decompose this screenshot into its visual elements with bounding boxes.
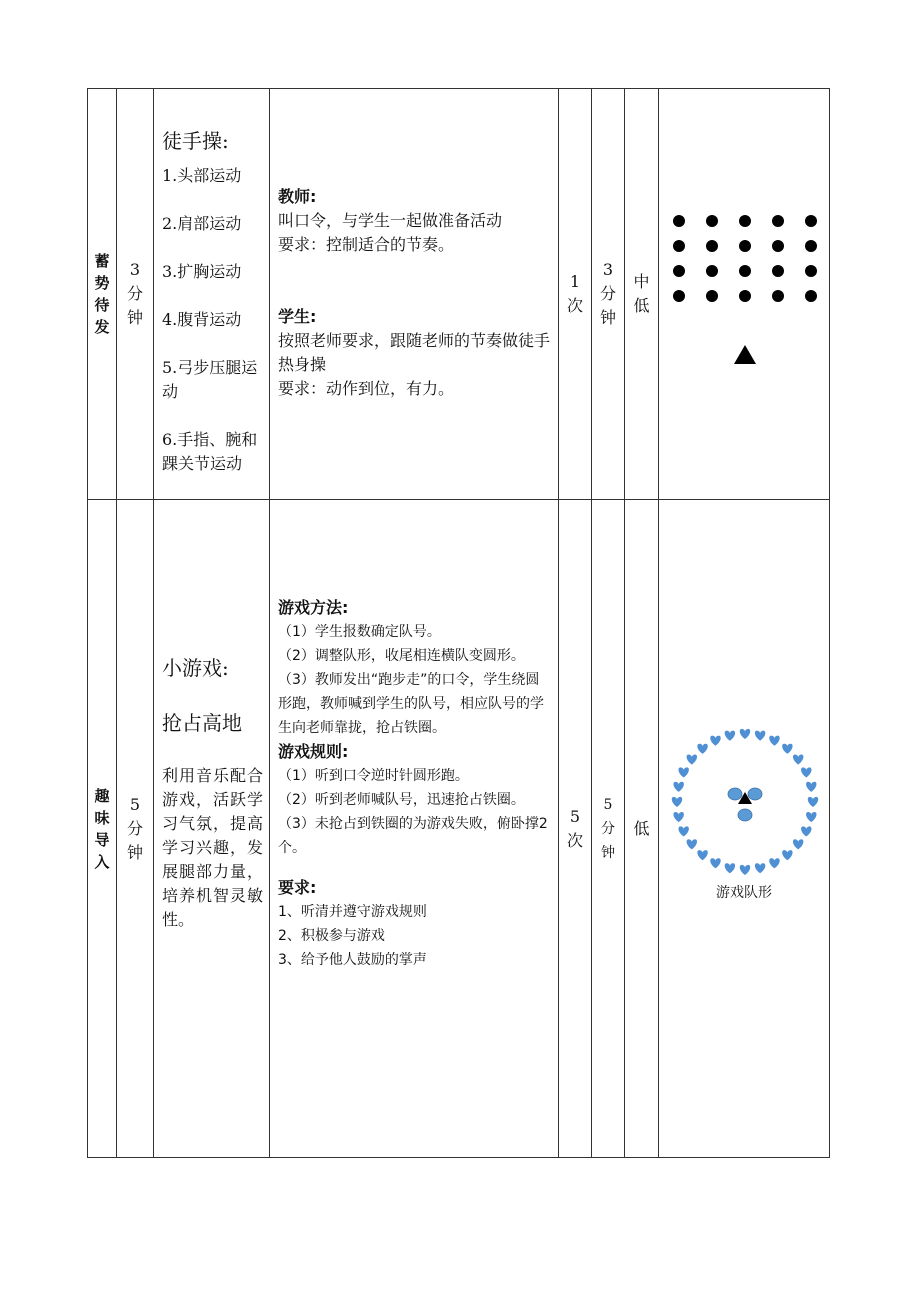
heart-icon: [740, 729, 750, 739]
student-line: 按照老师要求，跟随老师的节奏做徒手热身操: [278, 331, 551, 374]
heart-icon: [793, 754, 803, 764]
lesson-plan-table: [87, 88, 830, 1158]
heart-icon: [673, 812, 683, 822]
student-dot: [739, 290, 751, 302]
game-purpose: 利用音乐配合游戏，活跃学习气氛，提高学习兴趣，发展腿部力量，培养机智灵敏性。: [162, 766, 263, 929]
student-dot: [739, 215, 751, 227]
heart-icon: [801, 767, 811, 777]
heart-icon: [687, 839, 697, 849]
student-dot: [805, 265, 817, 277]
requirement-line: 3、给予他人鼓励的掌声: [278, 952, 427, 968]
game-name: 抢占高地: [162, 711, 242, 735]
heart-icon: [806, 812, 816, 822]
heart-icon: [769, 858, 779, 868]
content-cell: [154, 500, 270, 1158]
list-item: 4.腹背运动: [162, 310, 242, 329]
organization-cell: [270, 89, 559, 500]
heart-icon: [725, 863, 735, 873]
heart-icon: [725, 731, 735, 741]
student-dot: [772, 240, 784, 252]
heart-icon: [755, 863, 765, 873]
rules-line: （2）听到老师喊队号，迅速抢占铁圈。: [278, 792, 525, 808]
table-row: [88, 89, 830, 500]
student-dot: [739, 240, 751, 252]
requirement-line: 1、听清并遵守游戏规则: [278, 904, 427, 920]
heart-icon: [782, 744, 792, 754]
heart-icon: [678, 826, 688, 836]
rules-line: （3）未抢占到铁圈的为游戏失败，俯卧撑2个。: [278, 816, 548, 856]
time-cell: 5 分 钟: [592, 500, 625, 1158]
student-dot: [805, 215, 817, 227]
heart-icon: [740, 865, 750, 875]
method-line: （2）调整队形，收尾相连横队变圆形。: [278, 648, 525, 664]
duration-cell: 3 分 钟: [117, 89, 154, 500]
student-dot: [673, 240, 685, 252]
list-item: 5.弓步压腿运动: [162, 358, 258, 401]
hoop-icon: [738, 809, 752, 821]
list-item: 1.头部运动: [162, 166, 242, 185]
game-formation-diagram: [659, 500, 830, 1158]
student-dot: [673, 215, 685, 227]
intensity-cell: 中 低: [625, 89, 659, 500]
student-label: 学生:: [278, 307, 317, 326]
heart-icon: [672, 797, 682, 807]
method-line: （1）学生报数确定队号。: [278, 624, 441, 640]
student-dot: [772, 290, 784, 302]
heart-icon: [769, 736, 779, 746]
list-item: 3.扩胸运动: [162, 262, 242, 281]
content-title: 徒手操:: [162, 129, 229, 153]
student-dot: [772, 265, 784, 277]
teacher-line: 叫口令，与学生一起做准备活动: [278, 211, 503, 230]
game-title: 小游戏:: [162, 656, 229, 680]
heart-icon: [687, 754, 697, 764]
heart-icon: [782, 850, 792, 860]
heart-icon: [697, 744, 707, 754]
heart-icon: [678, 767, 688, 777]
heart-icon: [801, 826, 811, 836]
teacher-line: 要求：控制适合的节奏。: [278, 235, 455, 254]
teacher-triangle-icon: [734, 345, 756, 364]
hoop-icon: [728, 788, 742, 800]
rules-line: （1）听到口令逆时针圆形跑。: [278, 768, 469, 784]
student-dot: [739, 265, 751, 277]
intensity-cell: 低: [625, 500, 659, 1158]
heart-icon: [710, 736, 720, 746]
method-label: 游戏方法:: [278, 598, 349, 617]
list-item: 2.肩部运动: [162, 214, 242, 233]
heart-icon: [808, 797, 818, 807]
student-dot: [673, 265, 685, 277]
student-line: 要求：动作到位，有力。: [278, 379, 455, 398]
list-item: 6.手指、腕和踝关节运动: [162, 430, 258, 473]
student-dot: [772, 215, 784, 227]
student-dot: [706, 215, 718, 227]
times-cell: 5 次: [559, 500, 592, 1158]
student-dot: [805, 290, 817, 302]
phase-cell: 蓄 势 待 发: [88, 89, 117, 500]
teacher-label: 教师:: [278, 187, 317, 206]
heart-icon: [697, 850, 707, 860]
heart-icon: [673, 782, 683, 792]
rules-label: 游戏规则:: [278, 742, 349, 761]
formation-label: 游戏队形: [716, 885, 772, 901]
heart-circle-formation: [659, 500, 830, 1158]
method-line: （3）教师发出“跑步走”的口令，学生绕圆形跑，教师喊到学生的队号，相应队号的学生向老师靠拢，抢占铁圈。: [278, 672, 544, 736]
requirement-line: 2、积极参与游戏: [278, 928, 385, 944]
content-cell: [154, 89, 270, 500]
duration-cell: 5 分 钟: [117, 500, 154, 1158]
organization-cell: [270, 500, 559, 1158]
heart-icon: [793, 839, 803, 849]
table-row: [88, 500, 830, 1158]
phase-cell: 趣 味 导 入: [88, 500, 117, 1158]
time-cell: 3 分 钟: [592, 89, 625, 500]
heart-icon: [755, 731, 765, 741]
times-cell: 1 次: [559, 89, 592, 500]
warmup-formation-diagram: [659, 89, 830, 500]
student-dot: [805, 240, 817, 252]
student-dot: [706, 265, 718, 277]
student-dot: [706, 290, 718, 302]
requirements-label: 要求:: [278, 878, 317, 897]
student-grid: [659, 89, 830, 499]
hoop-icon: [748, 788, 762, 800]
heart-icon: [710, 858, 720, 868]
student-dot: [706, 240, 718, 252]
student-dot: [673, 290, 685, 302]
heart-icon: [806, 782, 816, 792]
